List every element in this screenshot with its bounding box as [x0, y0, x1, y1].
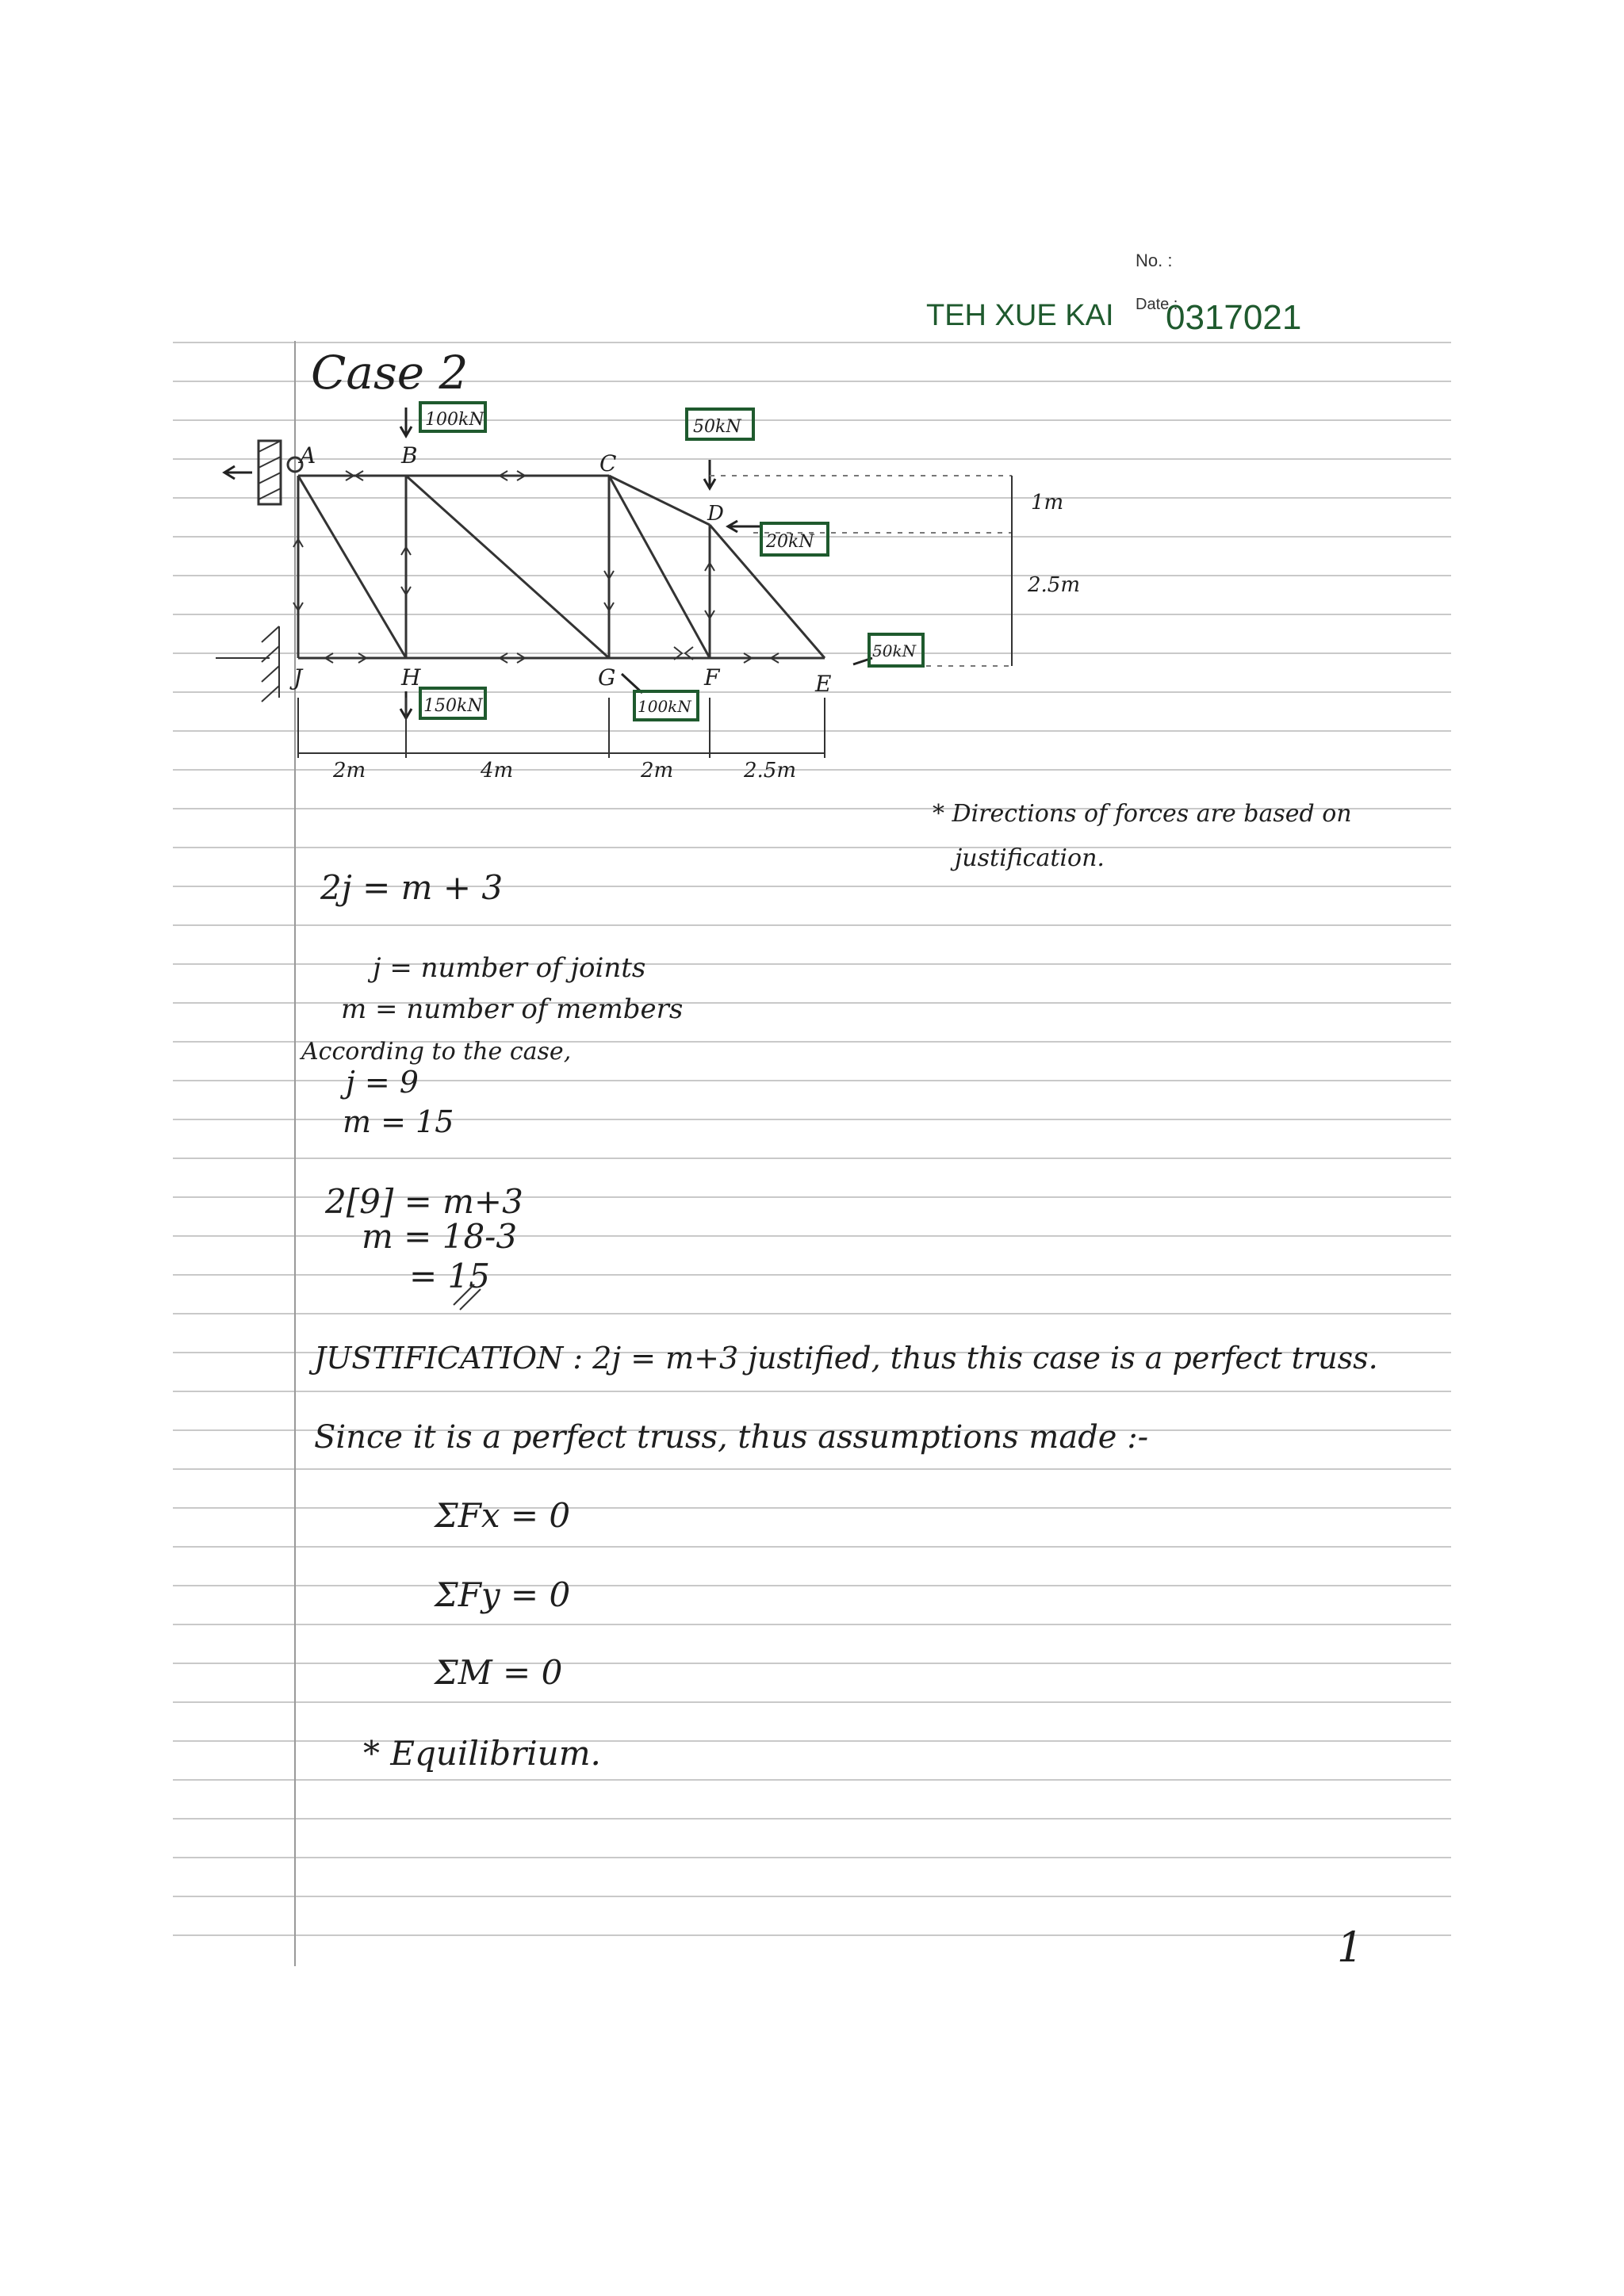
member-force-marks [293, 471, 779, 663]
joint-j: J [293, 664, 303, 691]
member-cf [609, 476, 710, 658]
dim-label-3: 2m [641, 759, 674, 783]
member-ah [298, 476, 406, 658]
joint-g: G [598, 664, 616, 691]
load-label-g: 100kN [638, 697, 691, 716]
load-label-h: 150kN [423, 696, 483, 716]
student-name: TEH XUE KAI [926, 299, 1114, 332]
dim-label-4: 2.5m [744, 759, 797, 783]
load-label-e: 50kN [872, 641, 917, 660]
dim-label-2: 4m [481, 759, 514, 783]
m-value: m = 15 [343, 1104, 454, 1139]
since-text: Since it is a perfect truss, thus assumptions made :- [314, 1419, 1149, 1456]
sum-fy: ΣFy = 0 [435, 1575, 571, 1614]
note-line-1: * Directions of forces are based on [933, 800, 1352, 828]
according-text: According to the case, [301, 1038, 572, 1066]
j-value: j = 9 [346, 1065, 419, 1100]
note-line-2: justification. [955, 844, 1105, 872]
dim-label-1: 2m [333, 759, 366, 783]
definition-m: m = number of members [341, 993, 684, 1025]
case-title: Case 2 [311, 346, 469, 400]
equilibrium-note: * Equilibrium. [363, 1734, 601, 1773]
date-label: Date : [1136, 296, 1178, 313]
joint-h: H [401, 664, 421, 691]
definition-j: j = number of joints [373, 952, 646, 984]
sum-m: ΣM = 0 [435, 1653, 563, 1692]
page-number: 1 [1337, 1924, 1364, 1972]
load-label-c: 50kN [693, 417, 741, 437]
member-cd [609, 476, 710, 525]
dim-label-v2: 2.5m [1028, 573, 1081, 597]
student-id: 0317021 [1166, 298, 1302, 337]
sum-fx: ΣFx = 0 [435, 1496, 571, 1535]
load-label-d: 20kN [766, 532, 814, 552]
joint-c: C [599, 450, 617, 476]
calc-line-2: m = 18-3 [362, 1217, 518, 1256]
dim-label-v1: 1m [1031, 491, 1064, 515]
joint-e: E [815, 671, 832, 697]
calc-line-1: 2[9] = m+3 [325, 1182, 523, 1221]
joint-b: B [401, 442, 418, 469]
joint-f: F [704, 664, 720, 691]
joint-a: A [300, 442, 316, 469]
load-label-b: 100kN [425, 410, 485, 430]
joint-d: D [707, 502, 724, 526]
equation-main: 2j = m + 3 [320, 868, 504, 907]
justification-text: JUSTIFICATION : 2j = m+3 justified, thus this case is a perfect truss. [314, 1341, 1378, 1376]
member-bg [406, 476, 609, 658]
no-label: No. : [1136, 251, 1173, 270]
calc-line-3: = 15 [409, 1257, 490, 1295]
